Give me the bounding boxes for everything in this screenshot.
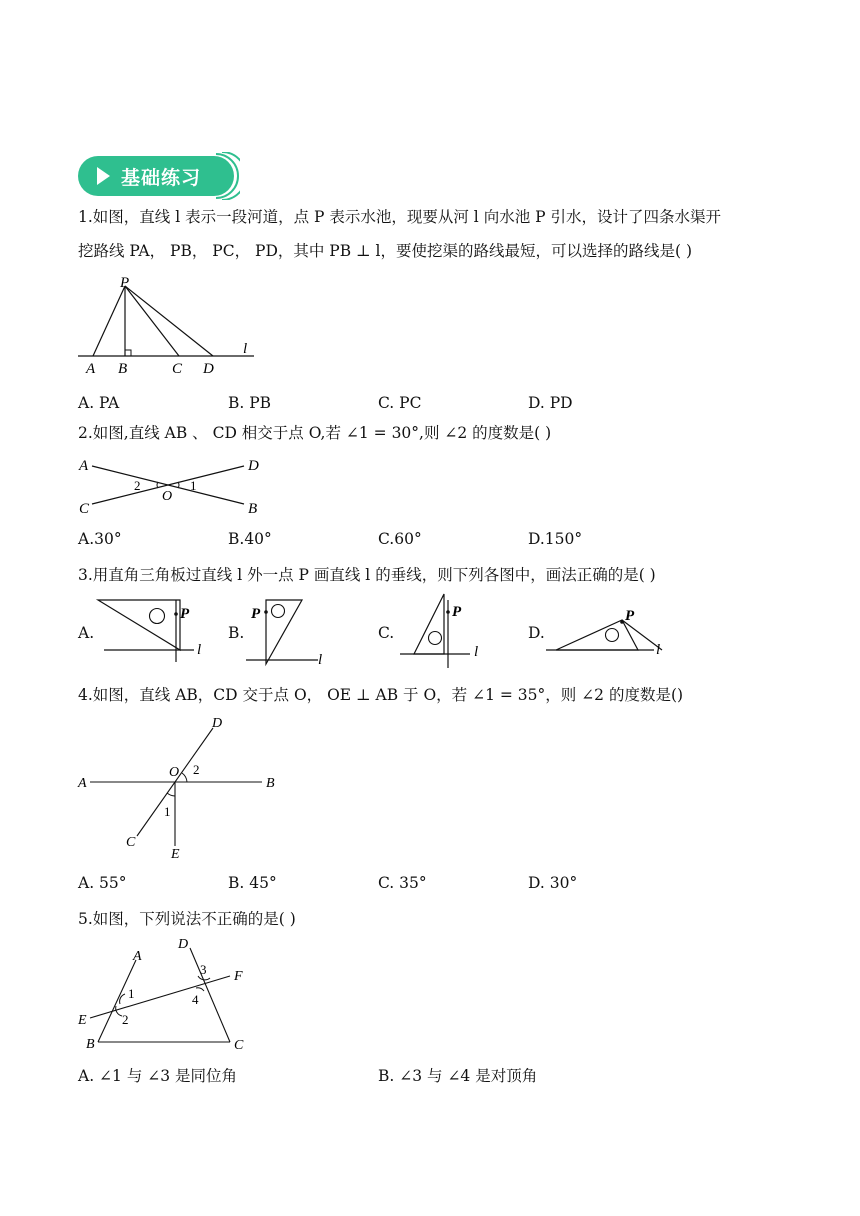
q2-option-b[interactable]: B.40° (228, 530, 272, 548)
label-D: D (178, 937, 189, 952)
label-B: B (248, 501, 258, 517)
q4-figure (76, 712, 296, 868)
label-P: P (180, 606, 190, 622)
label-angle-2: 2 (122, 1012, 129, 1027)
label-C: C (234, 1038, 244, 1053)
label-F: F (234, 969, 243, 984)
q4-option-a[interactable]: A. 55° (78, 874, 127, 892)
label-angle-1: 1 (164, 804, 171, 819)
label-angle-4: 4 (192, 992, 199, 1007)
q2-text: 2.如图,直线 AB 、 CD 相交于点 O,若 ∠1 = 30°,则 ∠2 的度数是( ) (78, 424, 552, 442)
q3-option-c-letter[interactable]: C. (378, 624, 395, 642)
q5-text: 5.如图，下列说法不正确的是( ) (78, 910, 296, 928)
label-C: C (172, 361, 183, 377)
q1-text-line2: 挖路线 PA， PB， PC， PD，其中 PB ⊥ l，要使挖渠的路线最短，可以选择的路线是( ) (78, 242, 693, 260)
q3-figure-c (396, 590, 496, 670)
label-angle-2: 2 (134, 478, 141, 493)
label-A: A (79, 458, 89, 474)
q3-option-d-letter[interactable]: D. (528, 624, 545, 642)
q3-figure-a (94, 594, 214, 664)
label-C: C (79, 501, 90, 517)
q3-figure-d (544, 600, 674, 660)
q3-text: 3.用直角三角板过直线 l 外一点 P 画直线 l 的垂线，则下列各图中，画法正确的是( ) (78, 566, 656, 584)
q1-option-b[interactable]: B. PB (228, 394, 272, 412)
q4-text: 4.如图，直线 AB，CD 交于点 O， OE ⊥ AB 于 O，若 ∠1 = 35°，则 ∠2 的度数是() (78, 686, 684, 704)
label-angle-2: 2 (193, 762, 200, 777)
label-l: l (243, 341, 248, 357)
label-O: O (169, 765, 180, 780)
label-D: D (203, 361, 214, 377)
q4-option-d[interactable]: D. 30° (528, 874, 578, 892)
q2-option-a[interactable]: A.30° (78, 530, 122, 548)
label-A: A (133, 949, 142, 964)
section-title: 基础练习 (121, 167, 202, 189)
label-E: E (171, 847, 180, 862)
label-angle-1: 1 (128, 986, 135, 1001)
label-B: B (266, 776, 275, 791)
q1-text-line1: 1.如图，直线 l 表示一段河道，点 P 表示水池，现要从河 l 向水池 P 引水，设计了四条水渠开 (78, 208, 721, 226)
label-P: P (120, 275, 130, 291)
label-P: P (452, 604, 462, 620)
q5-figure (76, 934, 276, 1058)
q3-figure-b (246, 594, 336, 670)
label-B: B (118, 361, 128, 377)
label-P: P (625, 608, 635, 624)
q2-figure (76, 452, 276, 518)
q1-option-a[interactable]: A. PA (78, 394, 120, 412)
q2-option-c[interactable]: C.60° (378, 530, 422, 548)
label-l: l (474, 644, 479, 660)
q1-option-c[interactable]: C. PC (378, 394, 422, 412)
q5-option-b[interactable]: B. ∠3 与 ∠4 是对顶角 (378, 1067, 538, 1085)
label-D: D (212, 716, 223, 731)
label-l: l (656, 642, 661, 658)
label-O: O (162, 489, 173, 504)
label-P: P (251, 606, 261, 622)
q3-option-b-letter[interactable]: B. (228, 624, 245, 642)
q5-option-a[interactable]: A. ∠1 与 ∠3 是同位角 (78, 1067, 238, 1085)
label-C: C (126, 835, 136, 850)
label-angle-1: 1 (190, 478, 197, 493)
q1-option-d[interactable]: D. PD (528, 394, 573, 412)
q1-figure (76, 272, 266, 380)
q4-option-c[interactable]: C. 35° (378, 874, 427, 892)
label-l: l (318, 652, 323, 668)
label-E: E (78, 1013, 87, 1028)
label-angle-3: 3 (200, 962, 207, 977)
q2-option-d[interactable]: D.150° (528, 530, 583, 548)
q3-option-a-letter[interactable]: A. (78, 624, 95, 642)
label-A: A (86, 361, 96, 377)
q4-option-b[interactable]: B. 45° (228, 874, 277, 892)
label-D: D (248, 458, 259, 474)
label-B: B (86, 1037, 95, 1052)
label-l: l (197, 642, 202, 658)
label-A: A (78, 776, 87, 791)
